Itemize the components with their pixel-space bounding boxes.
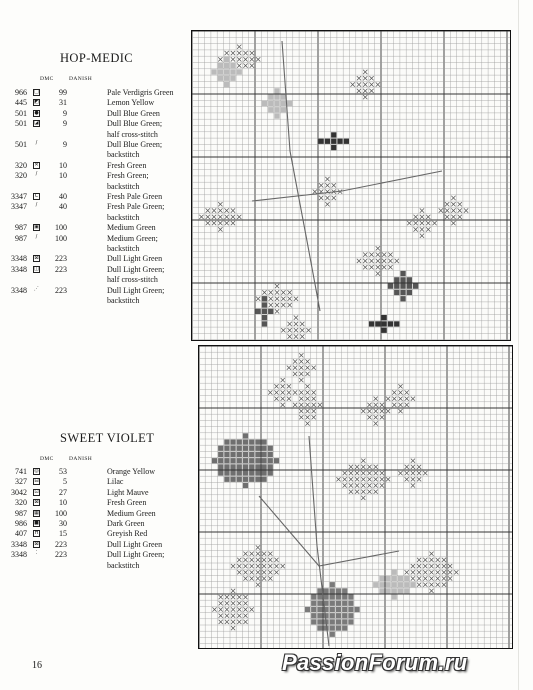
color-name: Dull Light Green — [107, 254, 163, 264]
watermark: PassionForum.ru — [282, 650, 468, 675]
violet-leaf-5 — [212, 433, 279, 488]
hop-col-danish: DANISH — [69, 76, 93, 82]
color-name: Fresh Pale Green — [107, 192, 163, 201]
violet-col-dmc: DMC — [40, 456, 54, 462]
grid-lines — [192, 31, 510, 340]
stitch-symbol-icon: ⊟ — [34, 478, 39, 485]
dmc-code: 501 — [15, 119, 27, 129]
violet-col-danish: DANISH — [69, 456, 93, 462]
dmc-code: 3348 — [11, 285, 27, 295]
color-name: Orange Yellow — [107, 467, 155, 476]
color-name: Dull Light Green; — [107, 264, 165, 274]
stitch-symbol-icon: / — [35, 202, 38, 209]
danish-code: 9 — [63, 119, 67, 129]
stitch-symbol-icon: ⊠ — [34, 255, 39, 262]
color-name: backstitch — [107, 150, 140, 160]
stitch-symbol-icon: □ — [34, 89, 39, 95]
hop-leaf-8 — [199, 202, 241, 232]
legend-row — [0, 286, 190, 296]
stitch-symbol-icon: C — [34, 193, 39, 199]
color-name: Greyish Red — [107, 529, 148, 539]
legend-row — [0, 519, 190, 529]
legend-row — [0, 540, 190, 550]
violet-leaf-7 — [398, 459, 427, 488]
dmc-code: 407 — [15, 529, 27, 539]
legend-row — [0, 234, 190, 244]
color-name: Lemon Yellow — [107, 98, 155, 108]
danish-code: 31 — [59, 98, 67, 108]
sweet-violet-title: SWEET VIOLET — [60, 431, 155, 445]
dmc-code: 3042 — [11, 487, 27, 497]
legend-row — [0, 561, 190, 571]
color-name: backstitch — [107, 244, 140, 253]
legend-row — [0, 98, 190, 108]
danish-code: 9 — [63, 140, 67, 149]
color-name: backstitch — [107, 212, 140, 222]
violet-leaf-3 — [386, 384, 415, 413]
stitch-symbol-icon: ▦ — [34, 509, 39, 516]
color-name: Medium Green — [107, 508, 156, 518]
hop-leaf-12 — [281, 316, 311, 341]
hop-leaf-2 — [351, 70, 381, 100]
dmc-code: 3347 — [11, 192, 27, 201]
legend-row — [0, 130, 190, 140]
dmc-code: 3348 — [11, 254, 27, 264]
dmc-code: 320 — [15, 171, 27, 181]
danish-code: 9 — [63, 108, 67, 118]
stitch-symbol-icon: ⊡ — [34, 488, 39, 495]
stitch-symbol-icon: / — [35, 171, 38, 178]
page-number: 16 — [32, 660, 42, 671]
dmc-code: 966 — [15, 88, 27, 97]
stitch-symbol-icon: ◫ — [34, 265, 39, 272]
danish-code: 100 — [55, 223, 67, 233]
danish-code: 223 — [55, 550, 67, 560]
stitch-symbol-icon: ▣ — [34, 224, 39, 231]
color-name: Light Mauve — [107, 487, 149, 497]
stitch-symbol-icon: ■ — [34, 520, 39, 526]
danish-code: 10 — [59, 171, 67, 181]
page-edge — [518, 0, 519, 690]
color-name: Medium Green; — [107, 233, 158, 243]
legend-row — [0, 109, 190, 119]
hop-medic-grid — [192, 31, 510, 340]
color-name: backstitch — [107, 560, 140, 570]
color-name: Dull Blue Green; — [107, 140, 163, 149]
legend-row — [0, 223, 190, 233]
legend-row — [0, 171, 190, 181]
sweet-violet-grid — [199, 346, 512, 648]
legend-row — [0, 140, 190, 150]
legend-row — [0, 119, 190, 129]
color-name: backstitch — [107, 296, 140, 305]
color-name: Fresh Green; — [107, 171, 149, 181]
stitch-symbol-icon: ⊠ — [34, 499, 39, 506]
violet-leaf-2 — [293, 384, 322, 425]
violet-leaf-4 — [361, 397, 390, 426]
stitch-symbol-icon: ● — [34, 109, 39, 116]
dmc-code: 987 — [15, 223, 27, 233]
dmc-code: 3347 — [11, 202, 27, 212]
dmc-code: 3348 — [11, 550, 27, 560]
stitch-symbol-icon: / — [35, 140, 38, 146]
dmc-code: 445 — [15, 98, 27, 108]
dmc-code: 320 — [15, 498, 27, 508]
hop-leaf-10 — [388, 271, 419, 302]
danish-code: 40 — [59, 192, 67, 201]
danish-code: 5 — [63, 477, 67, 487]
dmc-code: 3348 — [11, 264, 27, 274]
violet-leaf-12 — [212, 589, 253, 630]
color-name: Fresh Green — [107, 498, 147, 508]
color-name: Dark Green — [107, 519, 145, 528]
violet-leaf-9 — [305, 582, 360, 637]
danish-code: 100 — [55, 508, 67, 518]
violet-leaf-1 — [268, 378, 297, 407]
violet-leaf-6 — [336, 459, 390, 500]
dmc-code: 3348 — [11, 539, 27, 549]
color-name: Fresh Green — [107, 160, 147, 170]
danish-code: 15 — [59, 529, 67, 539]
color-name: Dull Light Green — [107, 539, 163, 549]
legend-row — [0, 498, 190, 508]
hop-col-dmc: DMC — [40, 76, 54, 82]
danish-code: 223 — [55, 264, 67, 274]
legend-row — [0, 275, 190, 285]
color-name: Dull Blue Green — [107, 108, 160, 118]
hop-medic-chart — [191, 30, 511, 341]
dmc-code: 987 — [15, 508, 27, 518]
danish-code: 99 — [59, 88, 67, 97]
color-name: Dull Light Green; — [107, 550, 165, 560]
dmc-code: 987 — [15, 233, 27, 243]
legend-row — [0, 192, 190, 202]
legend-row — [0, 509, 190, 519]
stitch-symbol-icon: ◩ — [34, 99, 39, 106]
danish-code: 40 — [59, 202, 67, 212]
dmc-code: 741 — [15, 467, 27, 476]
color-name: Pale Verdigris Green — [107, 88, 174, 97]
violet-leaf-8 — [231, 545, 285, 586]
dmc-code: 320 — [15, 160, 27, 170]
danish-code: 10 — [59, 498, 67, 508]
danish-code: 27 — [59, 487, 67, 497]
stitch-symbol-icon: / — [35, 233, 38, 240]
hop-medic-title: HOP-MEDIC — [60, 51, 134, 65]
color-name: Lilac — [107, 477, 124, 487]
color-name: half cross-stitch — [107, 129, 158, 139]
legend-row — [0, 265, 190, 275]
legend-row — [0, 182, 190, 192]
stitch-symbol-icon: ⊠ — [34, 540, 39, 547]
legend-row — [0, 244, 190, 254]
hop-leaf-14 — [256, 296, 274, 326]
stitch-symbol-icon: ◪ — [34, 120, 39, 127]
hop-leaf-4 — [319, 132, 350, 150]
stitch-symbol-icon: ✕ — [34, 161, 39, 168]
hop-leaf-9 — [357, 246, 399, 276]
hop-branch — [252, 171, 442, 201]
legend-row — [0, 488, 190, 498]
legend-row — [0, 467, 190, 477]
stitch-symbol-icon: ⋰ — [34, 285, 39, 292]
legend-row — [0, 477, 190, 487]
dmc-code: 501 — [15, 140, 27, 149]
legend-row — [0, 213, 190, 223]
stitch-symbol-icon: ⁚ — [35, 550, 38, 557]
danish-code: 223 — [55, 285, 67, 295]
sweet-violet-chart — [198, 345, 513, 649]
legend-row — [0, 150, 190, 160]
danish-code: 223 — [55, 254, 67, 264]
dmc-code: 986 — [15, 519, 27, 528]
color-name: backstitch — [107, 181, 140, 191]
legend-row — [0, 88, 190, 98]
color-name: Medium Green — [107, 223, 156, 233]
color-name: half cross-stitch — [107, 275, 158, 285]
legend-row — [0, 296, 190, 306]
color-name: Fresh Pale Green; — [107, 202, 165, 212]
legend-row — [0, 529, 190, 539]
danish-code: 30 — [59, 519, 67, 528]
dmc-code: 327 — [15, 477, 27, 487]
stitch-symbol-icon: ◎ — [34, 468, 39, 474]
color-name: Dull Light Green; — [107, 285, 165, 295]
hop-leaf-13 — [369, 315, 400, 333]
legend-row — [0, 161, 190, 171]
hop-leaf-7 — [439, 196, 469, 226]
danish-code: 53 — [59, 467, 67, 476]
violet-leaf-0 — [287, 353, 316, 382]
stitch-symbol-icon: H — [34, 530, 39, 537]
danish-code: 100 — [55, 233, 67, 243]
legend-row — [0, 550, 190, 560]
hop-leaf-6 — [407, 208, 437, 238]
legend-row — [0, 202, 190, 212]
legend-row — [0, 254, 190, 264]
danish-code: 223 — [55, 539, 67, 549]
violet-leaf-11 — [373, 570, 415, 600]
color-name: Dull Blue Green; — [107, 119, 163, 129]
danish-code: 10 — [59, 160, 67, 170]
dmc-code: 501 — [15, 108, 27, 118]
